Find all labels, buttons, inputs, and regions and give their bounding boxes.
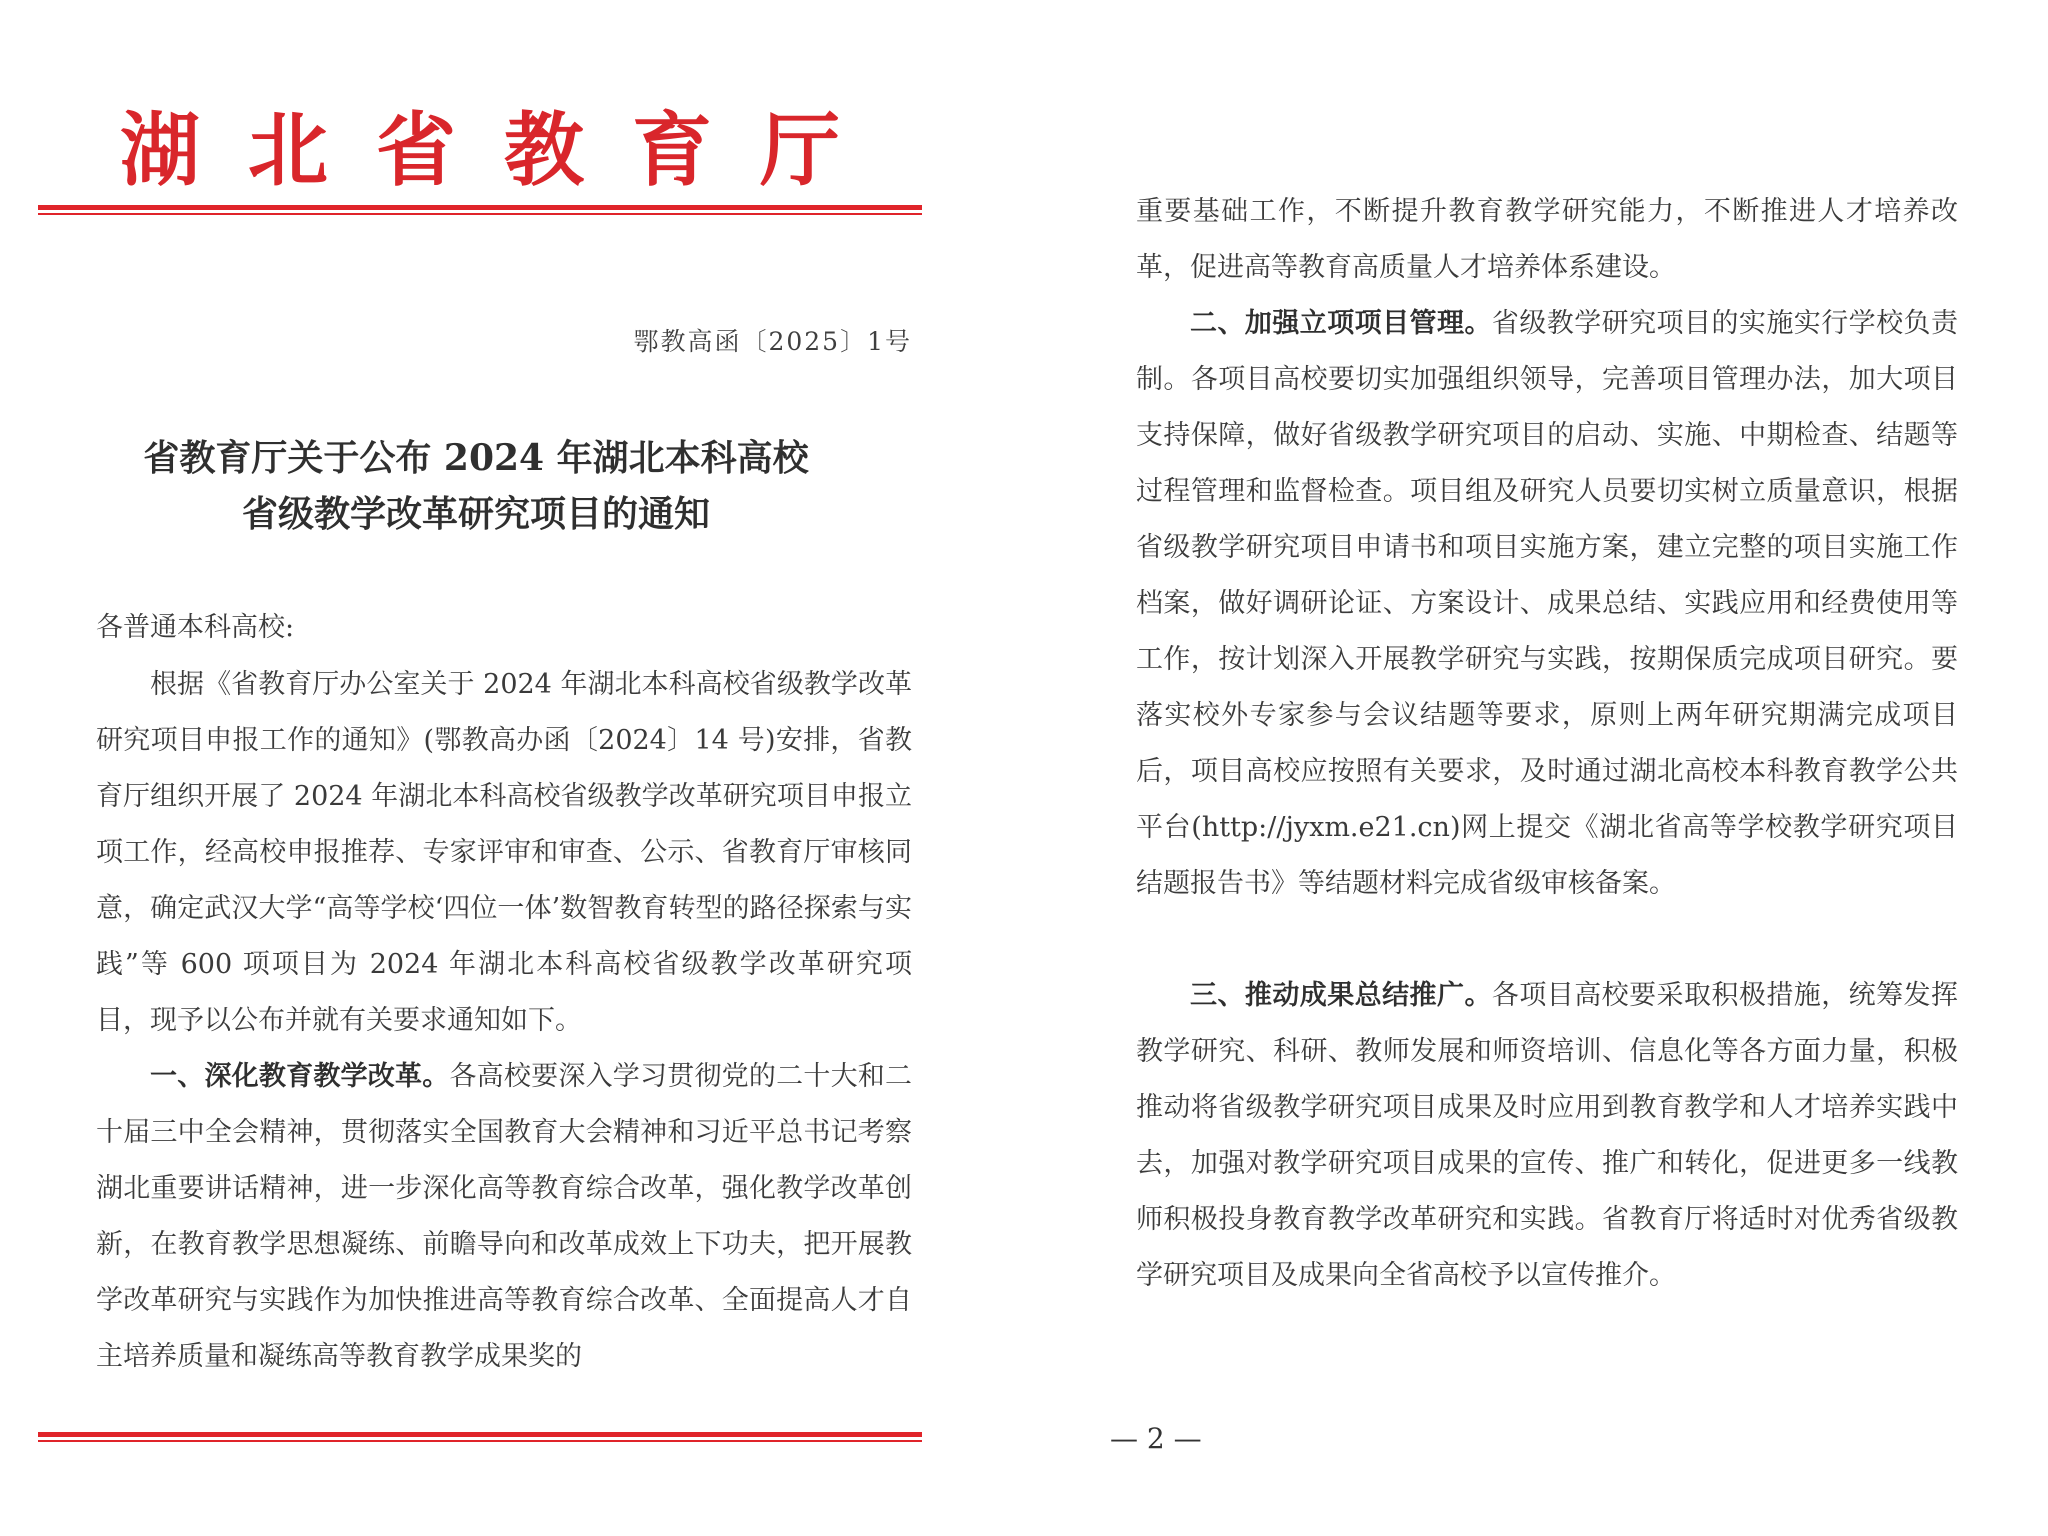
section-3-heading: 三、推动成果总结推广。	[1190, 980, 1492, 1011]
left-page	[0, 0, 1000, 1536]
section-2-body: 省级教学研究项目的实施实行学校负责制。各项目高校要切实加强组织领导，完善项目管理办法，加大项目支持保障，做好省级教学研究项目的启动、实施、中期检查、结题等过程管理和监督检查。项目组及研究人员要切实树立质量意识，根据省级教学研究项目申请书和项目实施方案，建立完整的项目实施工作档案，做好调研论证、方案设计、成果总结、实践应用和经费使用等工作，按计划深入开展教学研究与实践，按期保质完成项目研究。要落实校外专家参与会议结题等要求，原则上两年研究期满完成项目后，项目高校应按照有关要求，及时通过湖北高校本科教育教学公共平台(http://jyxm.e21.cn)网上提交《湖北省高等学校教学研究项目结题报告书》等结题材料完成省级审核备案。	[1136, 308, 1959, 899]
salutation: 各普通本科高校:	[96, 612, 295, 643]
footer-red-rule	[38, 1432, 922, 1442]
right-page	[1000, 0, 2048, 1536]
section-1-paragraph	[96, 1049, 912, 1385]
letterhead-char: 厅	[760, 103, 840, 197]
letterhead-red-rule	[38, 205, 922, 215]
document-number: 鄂教高函〔2025〕1号	[633, 327, 912, 356]
document-title	[96, 430, 856, 542]
section-3-body: 各项目高校要采取积极措施，统筹发挥教学研究、科研、教师发展和师资培训、信息化等各方面力量，积极推动将省级教学研究项目成果及时应用到教育教学和人才培养实践中去，加强对教学研究项目成果的宣传、推广和转化，促进更多一线教师积极投身教育教学改革研究和实践。省教育厅将适时对优秀省级教学研究项目及成果向全省高校予以宣传推介。	[1136, 980, 1959, 1291]
section-2-heading: 二、加强立项项目管理。	[1190, 308, 1492, 339]
page-number: — 2 —	[1110, 1422, 1202, 1455]
letterhead-char: 湖	[120, 103, 200, 197]
letterhead-char: 教	[504, 103, 584, 197]
letterhead-title	[120, 100, 840, 200]
intro-paragraph: 根据《省教育厅办公室关于 2024 年湖北本科高校省级教学改革研究项目申报工作的通知》(鄂教高办函〔2024〕14 号)安排，省教育厅组织开展了 2024 年湖北本科高校省级教学改革研究项目申报立项工作，经高校申报推荐、专家评审和审查、公示、省教育厅审核同意，确定武汉大学“高等学校‘四位一体’数智教育转型的路径探索与实践”等 600 项项目为 2024 年湖北本科高校省级教学改革研究项目，现予以公布并就有关要求通知如下。	[96, 669, 912, 1036]
letterhead-char: 育	[632, 103, 712, 197]
letterhead-char: 省	[376, 103, 456, 197]
section-1-body: 各高校要深入学习贯彻党的二十大和二十届三中全会精神，贯彻落实全国教育大会精神和习近平总书记考察湖北重要讲话精神，进一步深化高等教育综合改革，强化教学改革创新，在教育教学思想凝练、前瞻导向和改革成效上下功夫，把开展教学改革研究与实践作为加快推进高等教育综合改革、全面提高人才自主培养质量和凝练高等教育教学成果奖的	[96, 1061, 913, 1372]
section-3-paragraph	[1136, 968, 1958, 1304]
title-line: 省级教学改革研究项目的通知	[241, 493, 710, 535]
letterhead-char: 北	[248, 103, 328, 197]
section-1-continuation: 重要基础工作，不断提升教育教学研究能力，不断推进人才培养改革，促进高等教育高质量人才培养体系建设。	[1136, 196, 1958, 283]
title-line: 省教育厅关于公布 2024 年湖北本科高校	[143, 437, 809, 479]
section-2-paragraph	[1136, 296, 1958, 912]
section-1-heading: 一、深化教育教学改革。	[150, 1061, 450, 1092]
